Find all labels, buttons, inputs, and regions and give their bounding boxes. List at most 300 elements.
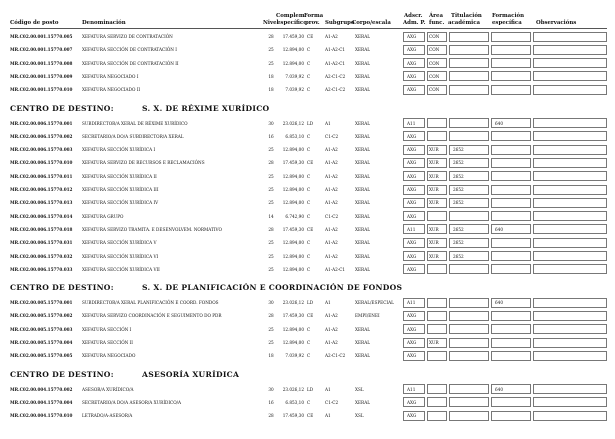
posto-corpo: XERAL [355,60,370,66]
posto-complemento: 6.742,90 [285,213,304,219]
table-row [0,296,615,309]
posto-subgrupo: A1-A2 [325,147,338,153]
posto-area: XUR [429,200,439,206]
posto-denominacion: XEFATURA SERVIZO DE RECURSOS E RECLAMACIÓNS [82,160,205,166]
posto-denominacion: XEFATURA SERVIZO DE CONTRATACIÓN [82,34,173,39]
posto-subgrupo: A2-C1-C2 [325,87,346,93]
posto-forma-prov: LD [307,386,314,392]
posto-nivel: 18 [268,73,274,79]
posto-titulacion [453,43,483,56]
posto-forma-prov: C [307,326,311,332]
posto-adscr: AXG [407,326,417,332]
posto-titulacion [453,130,483,143]
table-row [0,70,615,83]
posto-subgrupo: A1-A2-C1 [325,47,346,53]
posto-forma-prov: C [307,240,311,246]
posto-nivel: 28 [268,413,274,419]
posto-subgrupo: A1-A2 [325,187,338,192]
header-subgrupo: Subgrupo [325,20,355,26]
posto-nivel: 28 [268,160,274,166]
table-row [0,250,615,263]
posto-subgrupo: C1-C2 [325,399,339,405]
posto-forma-prov: LD [307,300,314,306]
posto-adscr: A11 [407,120,416,126]
cell-box [533,145,607,155]
posto-code: MR.C02.00.005.15770.004 [10,340,73,345]
posto-area [429,117,449,130]
posto-denominacion: XEFATURA SECCIÓN XURÍDICA I [82,147,156,153]
cell-box [533,211,607,221]
cell-box [533,185,607,195]
posto-adscr: A11 [407,300,416,306]
posto-complemento: 23.026,12 [282,386,304,392]
posto-code: MR.C02.00.001.15770.010 [10,87,73,93]
posto-subgrupo: A1-A2 [325,253,338,259]
posto-forma-prov: C [307,353,311,359]
posto-nivel: 25 [268,340,274,345]
posto-nivel: 14 [268,213,274,219]
cell-box [533,71,607,81]
posto-formacion [495,83,515,96]
table-row [0,130,615,143]
posto-titulacion: 2652 [453,173,464,179]
posto-subgrupo: A1 [325,300,331,306]
posto-complemento: 17.459,30 [282,226,304,232]
posto-formacion: 640 [495,226,503,232]
posto-titulacion [453,263,483,276]
posto-complemento: 17.459,30 [282,313,304,319]
table-row [0,183,615,196]
cell-box [533,384,607,394]
posto-forma-prov: C [307,47,311,53]
posto-complemento: 23.026,12 [282,120,304,126]
posto-complemento: 17.459,30 [282,413,304,419]
posto-formacion [495,250,515,263]
posto-denominacion: XEFATURA NEGOCIADO II [82,87,141,93]
posto-adscr: AXG [407,353,417,359]
posto-code: MR.C02.00.004.15770.010 [10,413,73,419]
cell-box [533,251,607,261]
cell-box [533,58,607,68]
posto-code: MR.C02.00.005.15770.003 [10,326,73,332]
posto-nivel: 25 [268,326,274,332]
posto-nivel: 30 [268,120,274,126]
posto-subgrupo: A1-A2-C1 [325,266,346,272]
header-titulacion-2: académica [448,20,480,26]
posto-forma-prov: CE [307,313,314,319]
posto-corpo: XERAL [355,34,370,39]
posto-adscr: AXG [407,160,417,166]
posto-code: MR.C02.00.006.15770.032 [10,253,73,259]
table-row [0,210,615,223]
posto-corpo: XERAL [355,226,370,232]
posto-code: MR.C02.00.006.15770.031 [10,240,73,246]
posto-code: MR.C02.00.006.15770.002 [10,133,73,139]
posto-code: MR.C02.00.006.15770.033 [10,266,73,272]
posto-forma-prov: C [307,200,311,206]
posto-denominacion: XEFATURA SECCIÓN XURÍDICA II [82,173,157,179]
posto-formacion [495,349,515,362]
header-nivel: Nivel [263,20,279,26]
posto-titulacion [453,323,483,336]
posto-titulacion: 2652 [453,240,464,246]
posto-code: MR.C02.00.005.15770.005 [10,353,73,359]
cell-box [533,264,607,274]
posto-titulacion [453,336,483,349]
posto-code: MR.C02.00.006.15770.018 [10,226,73,232]
posto-complemento: 6.853,10 [285,133,304,139]
posto-adscr: AXG [407,413,417,419]
posto-nivel: 28 [268,226,274,232]
header-observaciones: Observacións [536,20,577,26]
table-row [0,236,615,249]
posto-subgrupo: A1-A2 [325,173,338,179]
posto-forma-prov: C [307,60,311,66]
posto-corpo: XERAL [355,240,370,246]
posto-formacion [495,396,515,409]
posto-titulacion [453,30,483,43]
posto-adscr: AXG [407,200,417,206]
posto-formacion: 640 [495,120,503,126]
posto-forma-prov: C [307,187,311,192]
posto-complemento: 12.894,00 [282,147,304,153]
posto-adscr: A11 [407,226,416,232]
posto-forma-prov: C [307,340,311,345]
posto-area: CON [429,34,440,39]
posto-nivel: 28 [268,34,274,39]
posto-complemento: 12.894,00 [282,326,304,332]
posto-adscr: AXG [407,34,417,39]
posto-complemento: 7.039,92 [285,353,304,359]
posto-subgrupo: A1-A2 [325,226,338,232]
posto-corpo: XERAL [355,200,370,206]
header-formacion-1: Formación [492,13,525,19]
header-denominacion: Denominación [82,20,126,26]
posto-code: MR.C02.00.006.15770.013 [10,200,73,206]
posto-denominacion: SECRETARIO/A DO/A ASESOR/A XURÍDICO/A [82,399,182,405]
posto-titulacion [453,210,483,223]
centro-destino-title: S. X. DE RÉXIME XURÍDICO [142,103,270,113]
cell-box [533,411,607,421]
posto-adscr: AXG [407,253,417,259]
posto-area: XUR [429,173,439,179]
cell-box [533,32,607,42]
posto-area [429,210,449,223]
posto-code: MR.C02.00.001.15770.009 [10,73,73,79]
table-row [0,143,615,156]
posto-subgrupo: A1-A2 [325,326,338,332]
posto-nivel: 25 [268,60,274,66]
posto-area [429,409,449,422]
table-row [0,117,615,130]
posto-area: XUR [429,187,439,192]
cell-box [533,397,607,407]
posto-complemento: 6.853,10 [285,399,304,405]
posto-titulacion [453,83,483,96]
posto-area: XUR [429,253,439,259]
centro-destino-label: CENTRO DE DESTINO: [10,103,114,113]
posto-denominacion: SUBDIRECTOR/A XERAL PLANIFICACIÓN E COORD. FONDOS [82,300,219,306]
header-formacion-2: específica [492,20,522,26]
posto-titulacion [453,396,483,409]
posto-denominacion: SUBDIRECTOR/A XERAL DE RÉXIME XURÍDICO [82,120,188,126]
posto-corpo: XERAL [355,353,370,359]
posto-area [429,263,449,276]
posto-corpo: EMPI/ENEI [355,313,380,319]
cell-box [533,298,607,308]
posto-complemento: 12.894,00 [282,187,304,192]
posto-adscr: AXG [407,133,417,139]
posto-subgrupo: A2-C1-C2 [325,73,346,79]
posto-area [429,396,449,409]
posto-code: MR.C02.00.005.15770.001 [10,300,73,306]
posto-formacion: 640 [495,386,503,392]
posto-complemento: 12.894,00 [282,253,304,259]
cell-box [533,324,607,334]
posto-formacion [495,130,515,143]
table-row [0,409,615,422]
posto-nivel: 25 [268,240,274,246]
posto-denominacion: XEFATURA NEGOCIADO [82,353,136,359]
centro-destino-title: S. X. DE PLANIFICACIÓN E COORDINACIÓN DE FONDOS [142,283,403,293]
centro-destino-title: ASESORÍA XURÍDICA [142,369,240,379]
posto-formacion [495,43,515,56]
posto-forma-prov: C [307,173,311,179]
cell-box [533,45,607,55]
posto-area: CON [429,73,440,79]
posto-forma-prov: CE [307,34,314,39]
posto-nivel: 28 [268,313,274,319]
posto-forma-prov: C [307,253,311,259]
posto-titulacion: 2652 [453,147,464,153]
posto-adscr: AXG [407,399,417,405]
posto-forma-prov: C [307,147,311,153]
posto-nivel: 25 [268,173,274,179]
posto-corpo: XERAL [355,173,370,179]
posto-area: CON [429,60,440,66]
posto-adscr: AXG [407,313,417,319]
posto-denominacion: XEFATURA SERVIZO COORDINACIÓN E SEGUIMENTO DO PDR [82,313,222,319]
table-row [0,263,615,276]
posto-area: CON [429,87,440,93]
posto-formacion [495,236,515,249]
posto-subgrupo: A1 [325,386,331,392]
posto-nivel: 16 [268,133,274,139]
posto-area: XUR [429,240,439,246]
posto-forma-prov: CE [307,160,314,166]
centro-destino-label: CENTRO DE DESTINO: [10,283,114,293]
posto-formacion [495,323,515,336]
posto-titulacion: 2652 [453,160,464,166]
posto-denominacion: XEFATURA SECCIÓN XURÍDICA V [82,240,157,246]
posto-corpo: XERAL [355,266,370,272]
posto-denominacion: XEFATURA SECCIÓN II [82,340,133,345]
posto-corpo: XERAL [355,147,370,153]
posto-adscr: AXG [407,87,417,93]
posto-corpo: XERAL [355,73,370,79]
posto-code: MR.C02.00.006.15770.010 [10,160,73,166]
posto-titulacion [453,309,483,322]
posto-corpo: XSL [355,413,364,419]
posto-nivel: 25 [268,47,274,53]
posto-complemento: 7.039,92 [285,87,304,93]
cell-box [533,85,607,95]
posto-forma-prov: CE [307,226,314,232]
posto-complemento: 12.894,00 [282,240,304,246]
posto-denominacion: XEFATURA SECCIÓN DE CONTRATACIÓN II [82,60,179,66]
posto-corpo: XERAL [355,340,370,345]
posto-forma-prov: C [307,213,311,219]
posto-formacion [495,183,515,196]
table-row [0,170,615,183]
cell-box [533,338,607,348]
posto-formacion [495,210,515,223]
posto-formacion [495,263,515,276]
posto-denominacion: LETRADO/A-ASESOR/A [82,413,133,419]
posto-formacion: 640 [495,300,503,306]
posto-corpo: XERAL [355,253,370,259]
table-row [0,323,615,336]
header-codigo: Código de posto [10,20,59,26]
posto-formacion [495,196,515,209]
posto-subgrupo: A1-A2 [325,200,338,206]
posto-corpo: XSL [355,386,364,392]
centro-destino-label: CENTRO DE DESTINO: [10,369,114,379]
header-complemento-1: Complem. [276,13,307,19]
table-row [0,349,615,362]
posto-area [429,349,449,362]
posto-corpo: XERAL [355,47,370,53]
posto-formacion [495,70,515,83]
posto-formacion [495,143,515,156]
posto-corpo: XERAL [355,213,370,219]
header-adscr-2: Adm. P. [403,20,426,26]
posto-denominacion: XEFATURA SECCIÓN XURÍDICA VII [82,266,160,272]
posto-corpo: XERAL [355,120,370,126]
posto-code: MR.C02.00.001.15770.005 [10,34,73,39]
posto-nivel: 25 [268,147,274,153]
table-row [0,223,615,236]
posto-area: XUR [429,226,439,232]
posto-adscr: AXG [407,60,417,66]
posto-titulacion: 2652 [453,226,464,232]
posto-nivel: 25 [268,187,274,192]
posto-titulacion: 2652 [453,200,464,206]
header-titulacion-1: Titulación [451,13,482,19]
posto-subgrupo: A1-A2 [325,313,338,319]
posto-denominacion: XEFATURA SECCIÓN I [82,326,132,332]
table-row [0,396,615,409]
posto-corpo: XERAL [355,399,370,405]
table-row [0,57,615,70]
posto-titulacion [453,70,483,83]
posto-subgrupo: A1-A2 [325,34,338,39]
posto-area: XUR [429,147,439,153]
posto-code: MR.C02.00.004.15770.002 [10,386,73,392]
posto-forma-prov: C [307,266,311,272]
posto-area [429,296,449,309]
posto-adscr: AXG [407,240,417,246]
header-forma-1: Forma [304,13,324,19]
header-forma-2: prov. [305,20,320,26]
posto-titulacion [453,349,483,362]
posto-formacion [495,409,515,422]
posto-nivel: 25 [268,253,274,259]
posto-code: MR.C02.00.006.15770.003 [10,147,73,153]
posto-titulacion [453,383,483,396]
posto-forma-prov: CE [307,413,314,419]
posto-denominacion: ASESOR/A XURÍDICO/A [82,386,134,392]
header-area-2: func. [429,20,445,26]
posto-subgrupo: A1-A2 [325,340,338,345]
posto-nivel: 30 [268,300,274,306]
table-row [0,30,615,43]
posto-denominacion: SECRETARIO/A DO/A SUBDIRECTOR/A XERAL [82,133,184,139]
posto-code: MR.C02.00.004.15770.004 [10,399,73,405]
cell-box [533,198,607,208]
posto-nivel: 25 [268,266,274,272]
posto-adscr: AXG [407,213,417,219]
cell-box [533,238,607,248]
posto-area [429,130,449,143]
posto-area: CON [429,47,440,53]
table-row [0,83,615,96]
header-rule [10,28,607,29]
posto-denominacion: XEFATURA SECCIÓN DE CONTRATACIÓN I [82,47,177,53]
posto-code: MR.C02.00.005.15770.002 [10,313,73,319]
posto-code: MR.C02.00.006.15770.001 [10,120,73,126]
posto-denominacion: XEFATURA SECCIÓN XURÍDICA III [82,187,159,192]
posto-subgrupo: A2-C1-C2 [325,353,346,359]
posto-subgrupo: C1-C2 [325,133,339,139]
header-adscr-1: Adscr. [404,13,423,19]
posto-adscr: AXG [407,47,417,53]
posto-corpo: XERAL/ESPECIAL [355,300,394,306]
posto-denominacion: XEFATURA SERVIZO TRAMITA. E DESENVOLVEM. NORMATIVO [82,226,222,232]
posto-subgrupo: A1 [325,413,331,419]
posto-titulacion [453,296,483,309]
posto-complemento: 12.894,00 [282,266,304,272]
posto-nivel: 30 [268,386,274,392]
table-row [0,336,615,349]
posto-denominacion: XEFATURA SECCIÓN XURÍDICA IV [82,200,159,206]
posto-adscr: AXG [407,187,417,192]
posto-subgrupo: A1-A2 [325,240,338,246]
table-row [0,196,615,209]
header-area-1: Área [429,13,443,19]
posto-complemento: 12.894,00 [282,47,304,53]
posto-corpo: XERAL [355,160,370,166]
posto-subgrupo: A1-A2 [325,160,338,166]
posto-complemento: 17.459,30 [282,34,304,39]
posto-formacion [495,170,515,183]
cell-box [533,171,607,181]
cell-box [533,351,607,361]
posto-complemento: 12.894,00 [282,173,304,179]
posto-titulacion: 2652 [453,187,464,192]
posto-corpo: XERAL [355,326,370,332]
posto-formacion [495,156,515,169]
posto-denominacion: XEFATURA NEGOCIADO I [82,73,139,79]
posto-area: XUR [429,160,439,166]
cell-box [533,118,607,128]
posto-adscr: A11 [407,386,416,392]
posto-nivel: 18 [268,87,274,93]
posto-titulacion [453,409,483,422]
posto-code: MR.C02.00.001.15770.007 [10,47,73,53]
posto-code: MR.C02.00.006.15770.012 [10,187,73,192]
posto-forma-prov: C [307,133,311,139]
